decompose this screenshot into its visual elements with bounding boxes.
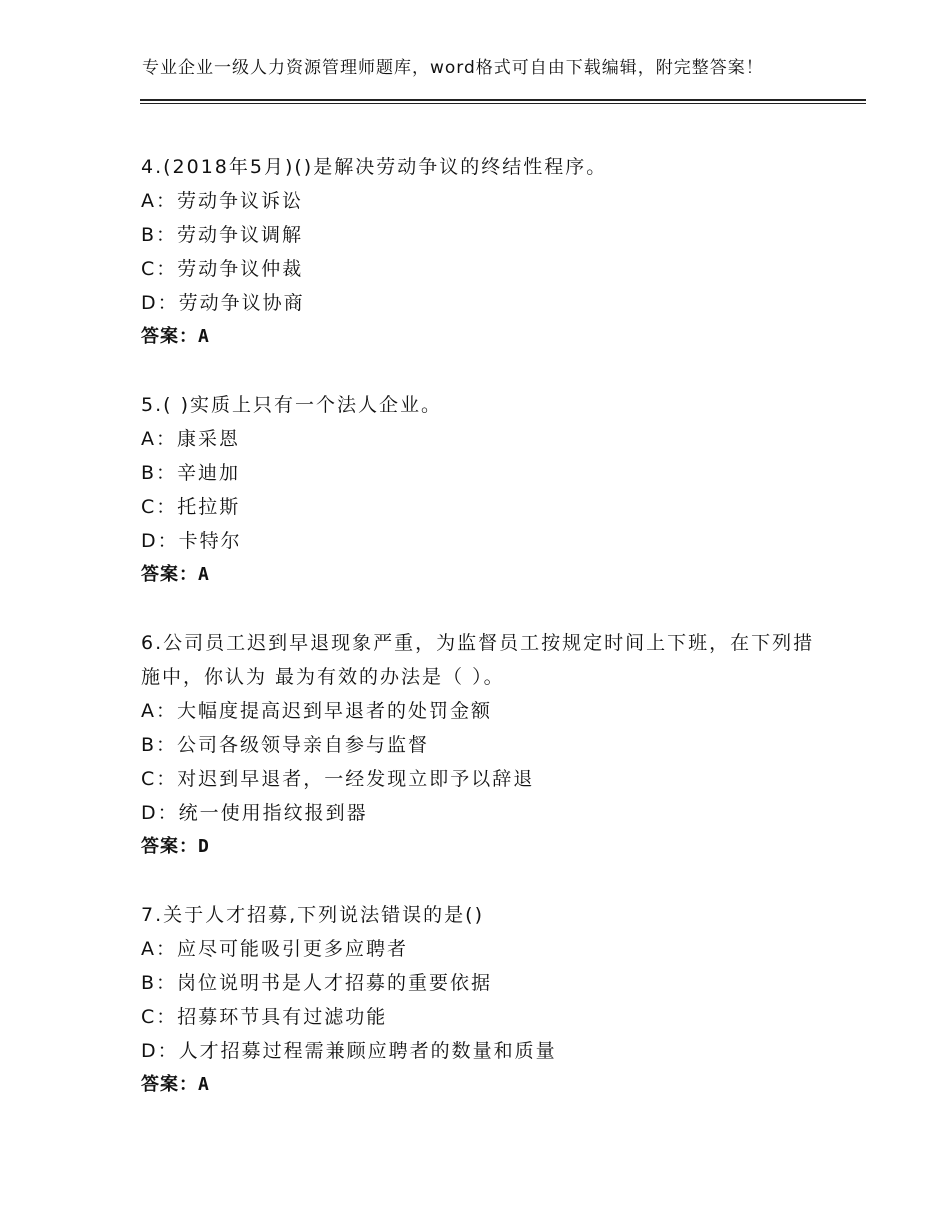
answer-label: 答案： [141,1074,198,1095]
option-d: D：人才招募过程需兼顾应聘者的数量和质量 [141,1040,557,1062]
question-7 [141,898,821,1102]
option-b: B：辛迪加 [141,462,241,484]
header-rule-thick [140,99,866,101]
option-d: D：劳动争议协商 [141,292,305,314]
question-4 [141,150,821,354]
option-d: D：卡特尔 [141,530,242,552]
option-b: B：公司各级领导亲自参与监督 [141,734,430,756]
option-d: D：统一使用指纹报到器 [141,802,368,824]
option-a: A：大幅度提高迟到早退者的处罚金额 [141,700,492,722]
option-a: A：应尽可能吸引更多应聘者 [141,938,408,960]
option-a: A：康采恩 [141,428,240,450]
question-stem: 6.公司员工迟到早退现象严重，为监督员工按规定时间上下班，在下列措施中，你认为 最为有效的办法是（ ）。 [141,632,815,688]
option-c: C：托拉斯 [141,496,241,518]
option-c: C：劳动争议仲裁 [141,258,304,280]
answer-label: 答案： [141,326,198,347]
question-stem: 5.( )实质上只有一个法人企业。 [141,394,442,416]
answer-label: 答案： [141,836,198,857]
header-rule-thin [140,103,866,104]
option-b: B：劳动争议调解 [141,224,304,246]
question-6 [141,626,821,864]
option-b: B：岗位说明书是人才招募的重要依据 [141,972,493,994]
option-a: A：劳动争议诉讼 [141,190,303,212]
answer-line [141,830,821,864]
answer-line [141,558,821,592]
answer-value: A [198,564,210,585]
question-stem: 7.关于人才招募,下列说法错误的是() [141,904,484,926]
page-header: 专业企业一级人力资源管理师题库，word格式可自由下载编辑，附完整答案！ [142,58,764,78]
answer-value: A [198,326,210,347]
question-5 [141,388,821,592]
option-c: C：招募环节具有过滤功能 [141,1006,388,1028]
answer-value: A [198,1074,210,1095]
answer-value: D [198,836,210,857]
answer-line [141,1068,821,1102]
option-c: C：对迟到早退者，一经发现立即予以辞退 [141,768,535,790]
question-stem: 4.(2018年5月)()是解决劳动争议的终结性程序。 [141,156,608,178]
answer-line [141,320,821,354]
answer-label: 答案： [141,564,198,585]
question-list [141,150,821,1136]
